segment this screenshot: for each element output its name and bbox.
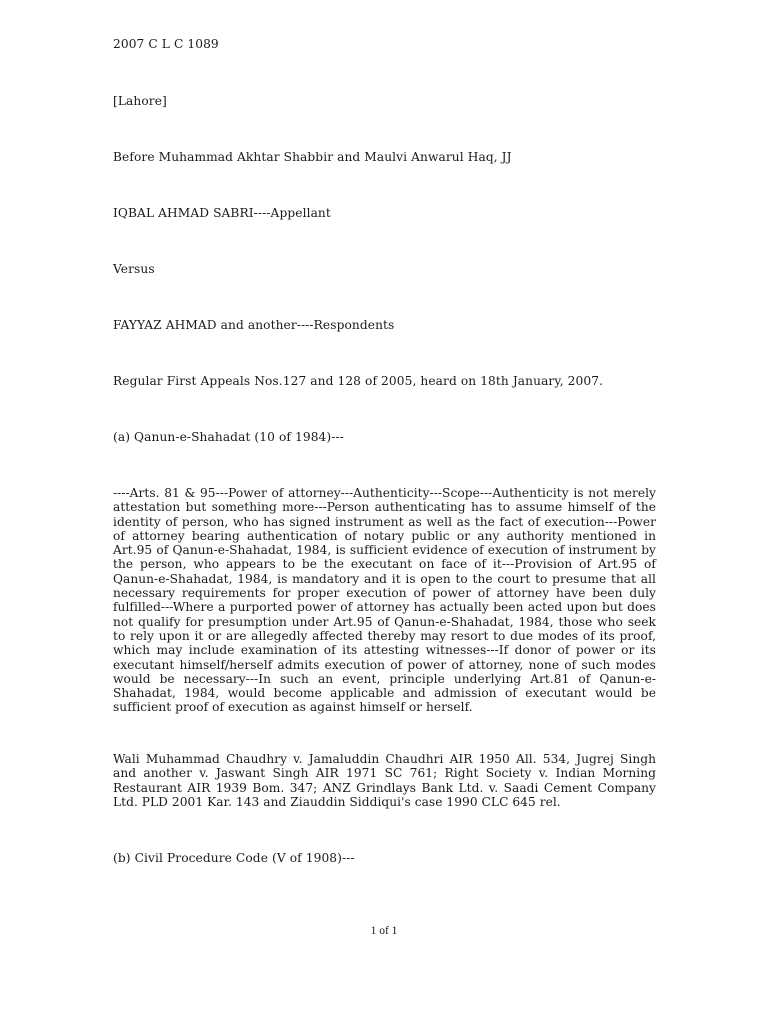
paragraph-a: ----Arts. 81 & 95---Power of attorney---Authenticity---Scope---Authenticity is not merely attestation but something more---Person authenticating has to assume himself of the identity of person, who has signed instrument as well as the fact of execution---Power of attorney bearing authentication of notary public or any authority mentioned in Art.95 of Qanun-e-Shahadat, 1984, is sufficient evidence of execution of instrument by the person, who appears to be the executant on face of it---Provision of Art.95 of Qanun-e-Shahadat, 1984, is mandatory and it is open to the court to presume that all necessary requirements for proper execution of power of attorney have been duly fulfilled---Where a purported power of attorney has actually been acted upon but does not qualify for presumption under Art.95 of Qanun-e-Shahadat, 1984, those who seek to rely upon it or are allegedly affected thereby may resort to due modes of its proof, which may include examination of its attesting witnesses---If donor of power or its executant himself/herself admits execution of power of attorney, none of such modes would be necessary---In such an event, principle underlying Art.81 of Qanun-e-Shahadat, 1984, would become applicable and admission of executant would be sufficient proof of execution as against himself or herself. — [113, 486, 656, 715]
versus: Versus — [113, 262, 155, 276]
citation: 2007 C L C 1089 — [113, 37, 219, 51]
respondents: FAYYAZ AHMAD and another----Respondents — [113, 318, 395, 332]
bench: Before Muhammad Akhtar Shabbir and Maulvi Anwarul Haq, JJ — [113, 150, 512, 164]
page-footer: 1 of 1 — [370, 925, 398, 937]
heading-b: (b) Civil Procedure Code (V of 1908)--- — [113, 851, 355, 865]
appeal-info: Regular First Appeals Nos.127 and 128 of 2005, heard on 18th January, 2007. — [113, 374, 604, 388]
case-references: Wali Muhammad Chaudhry v. Jamaluddin Chaudhri AIR 1950 All. 534, Jugrej Singh and another v. Jaswant Singh AIR 1971 SC 761; Right Society v. Indian Morning Restaurant AIR 1939 Bom. 347; ANZ Grindlays Bank Ltd. v. Saadi Cement Company Ltd. PLD 2001 Kar. 143 and Ziauddin Siddiqui's case 1990 CLC 645 rel. — [113, 752, 656, 809]
heading-a: (a) Qanun-e-Shahadat (10 of 1984)--- — [113, 430, 344, 444]
appellant: IQBAL AHMAD SABRI----Appellant — [113, 206, 331, 220]
court-name: [Lahore] — [113, 94, 167, 108]
